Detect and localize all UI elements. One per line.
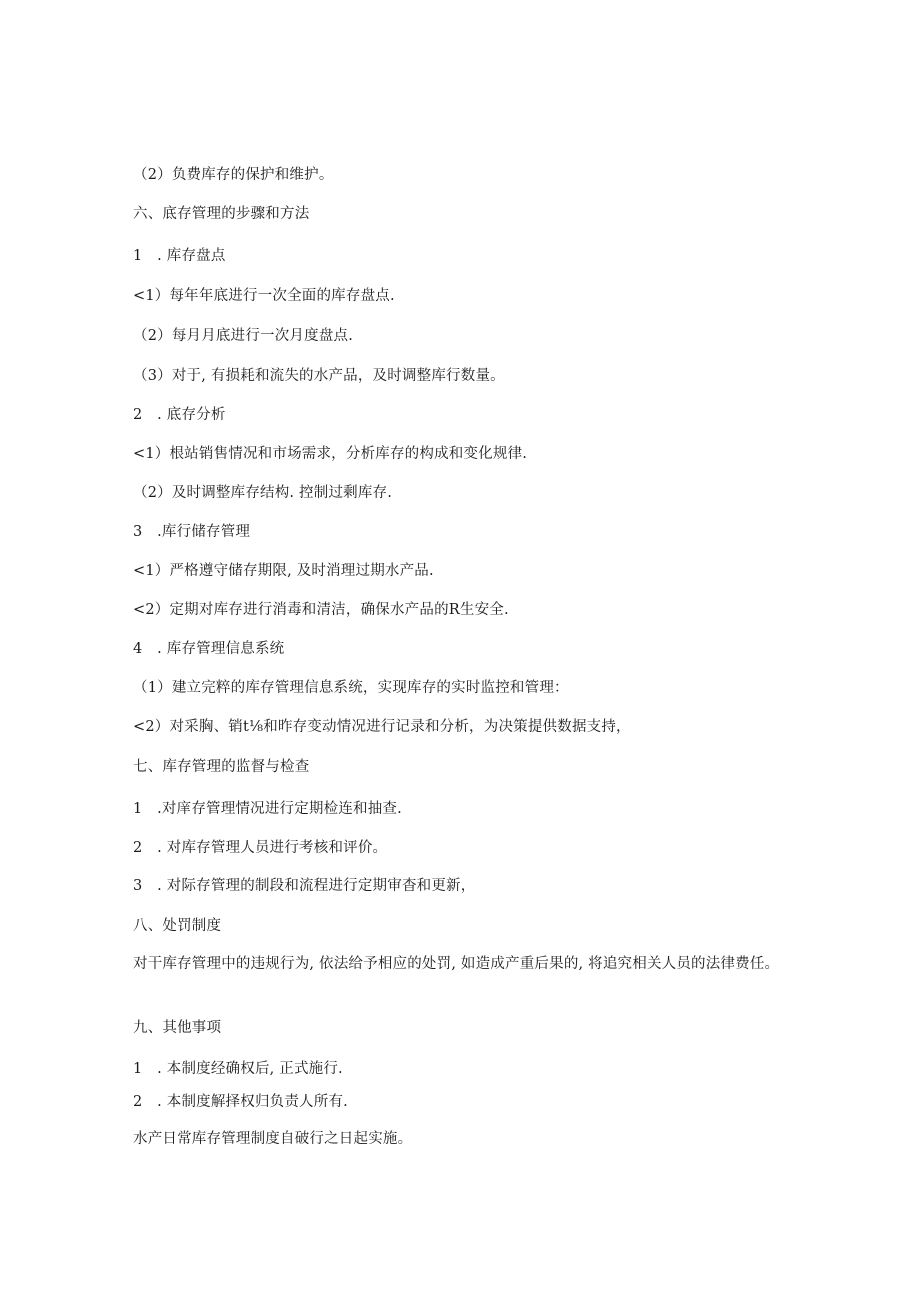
subsection-2-heading: 2 . 底存分析	[133, 407, 226, 423]
list-item: 2 . 对库存管理人员进行考核和评价。	[133, 840, 388, 856]
section-8-heading: 八、处罚制度	[133, 918, 222, 934]
penalty-paragraph: 对干库存管理中的违规行为, 依法给予相应的处罚, 如造成产重后果的, 将追究相关人员的法律费任。	[133, 956, 780, 972]
section-9-heading: 九、其他事项	[133, 1020, 222, 1036]
list-item: （2）每月月底进行一次月度盘点.	[133, 328, 354, 344]
list-item: <2）定期对库存进行消毒和清洁，确保水产品的R生安全.	[133, 602, 509, 618]
list-item: （2）及时调整库存结构. 控制过剩库存.	[133, 485, 393, 501]
list-item: （1）建立完粹的库存管理信息系统，实现库存的实时监控和管理：	[133, 680, 569, 696]
list-item: <1）严格遵守储存期限, 及时消理过期水产品.	[133, 563, 434, 579]
section-6-heading: 六、底存管理的步骤和方法	[133, 206, 310, 222]
list-item: 2 . 本制度解择权归负责人所有.	[133, 1094, 348, 1110]
list-item: 1 .对庠存管理情况进行定期检连和抽查.	[133, 801, 402, 817]
closing-statement: 水产日常库存管理制度自破行之日起实施。	[133, 1131, 413, 1147]
list-item: （3）对于, 有损耗和流失的水产品，及时调整库行数量。	[133, 368, 505, 384]
subsection-1-heading: 1 . 库存盘点	[133, 248, 226, 264]
section-7-heading: 七、库存管理的监督与检查	[133, 759, 310, 775]
list-item: <1）根站销售情况和市场需求，分析库存的构成和变化规律.	[133, 446, 528, 462]
list-item: <2）对采胸、销t⅛和昨存变动情况进行记录和分析，为决策提供数据支持，	[133, 719, 631, 735]
list-item: 3 . 对际存管理的制段和流程进行定期审杳和更新，	[133, 878, 476, 894]
list-item: <1）每年年底进行一次全面的库存盘点.	[133, 288, 395, 304]
subsection-3-heading: 3 .库行储存管理	[133, 524, 251, 540]
subsection-4-heading: 4 . 库存管理信息系统	[133, 641, 285, 657]
item-2-protection: （2）负费库存的保护和维护。	[133, 167, 334, 183]
list-item: 1 . 本制度经确权后, 正式施行.	[133, 1061, 343, 1077]
